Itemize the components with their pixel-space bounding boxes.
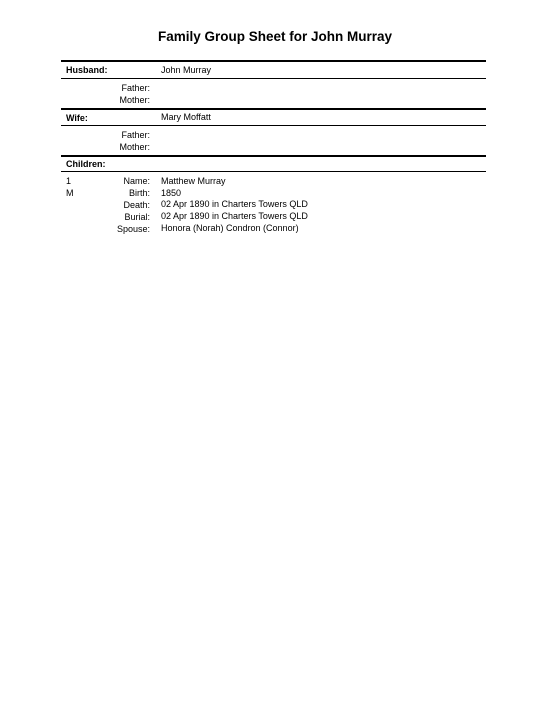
child-name-value: Matthew Murray (161, 176, 226, 186)
child-sex: M (66, 188, 74, 198)
husband-label: Husband: (66, 65, 108, 75)
child-spouse-label: Spouse: (116, 224, 150, 234)
wife-father-label: Father: (121, 130, 150, 140)
husband-father-label: Father: (121, 83, 150, 93)
child-birth-value: 1850 (161, 188, 182, 198)
row-divider (61, 125, 486, 126)
child-birth-label: Birth: (128, 188, 150, 198)
child-name-label: Name: (123, 176, 150, 186)
child-burial-label: Burial: (124, 212, 150, 222)
child-number: 1 (66, 176, 72, 186)
child-burial-value: 02 Apr 1890 in Charters Towers QLD (161, 211, 308, 221)
section-divider (61, 155, 486, 157)
child-death-label: Death: (123, 200, 150, 210)
section-divider (61, 108, 486, 110)
child-spouse-value: Honora (Norah) Condron (Connor) (161, 223, 299, 233)
row-divider (61, 171, 486, 172)
child-death-value: 02 Apr 1890 in Charters Towers QLD (161, 199, 308, 209)
husband-mother-label: Mother: (119, 95, 150, 105)
wife-name: Mary Moffatt (161, 112, 211, 122)
wife-mother-label: Mother: (119, 142, 150, 152)
row-divider (61, 78, 486, 79)
page-title: Family Group Sheet for John Murray (157, 29, 393, 44)
wife-label: Wife: (66, 113, 88, 123)
children-label: Children: (66, 159, 106, 169)
husband-name: John Murray (161, 65, 212, 75)
section-divider (61, 60, 486, 62)
